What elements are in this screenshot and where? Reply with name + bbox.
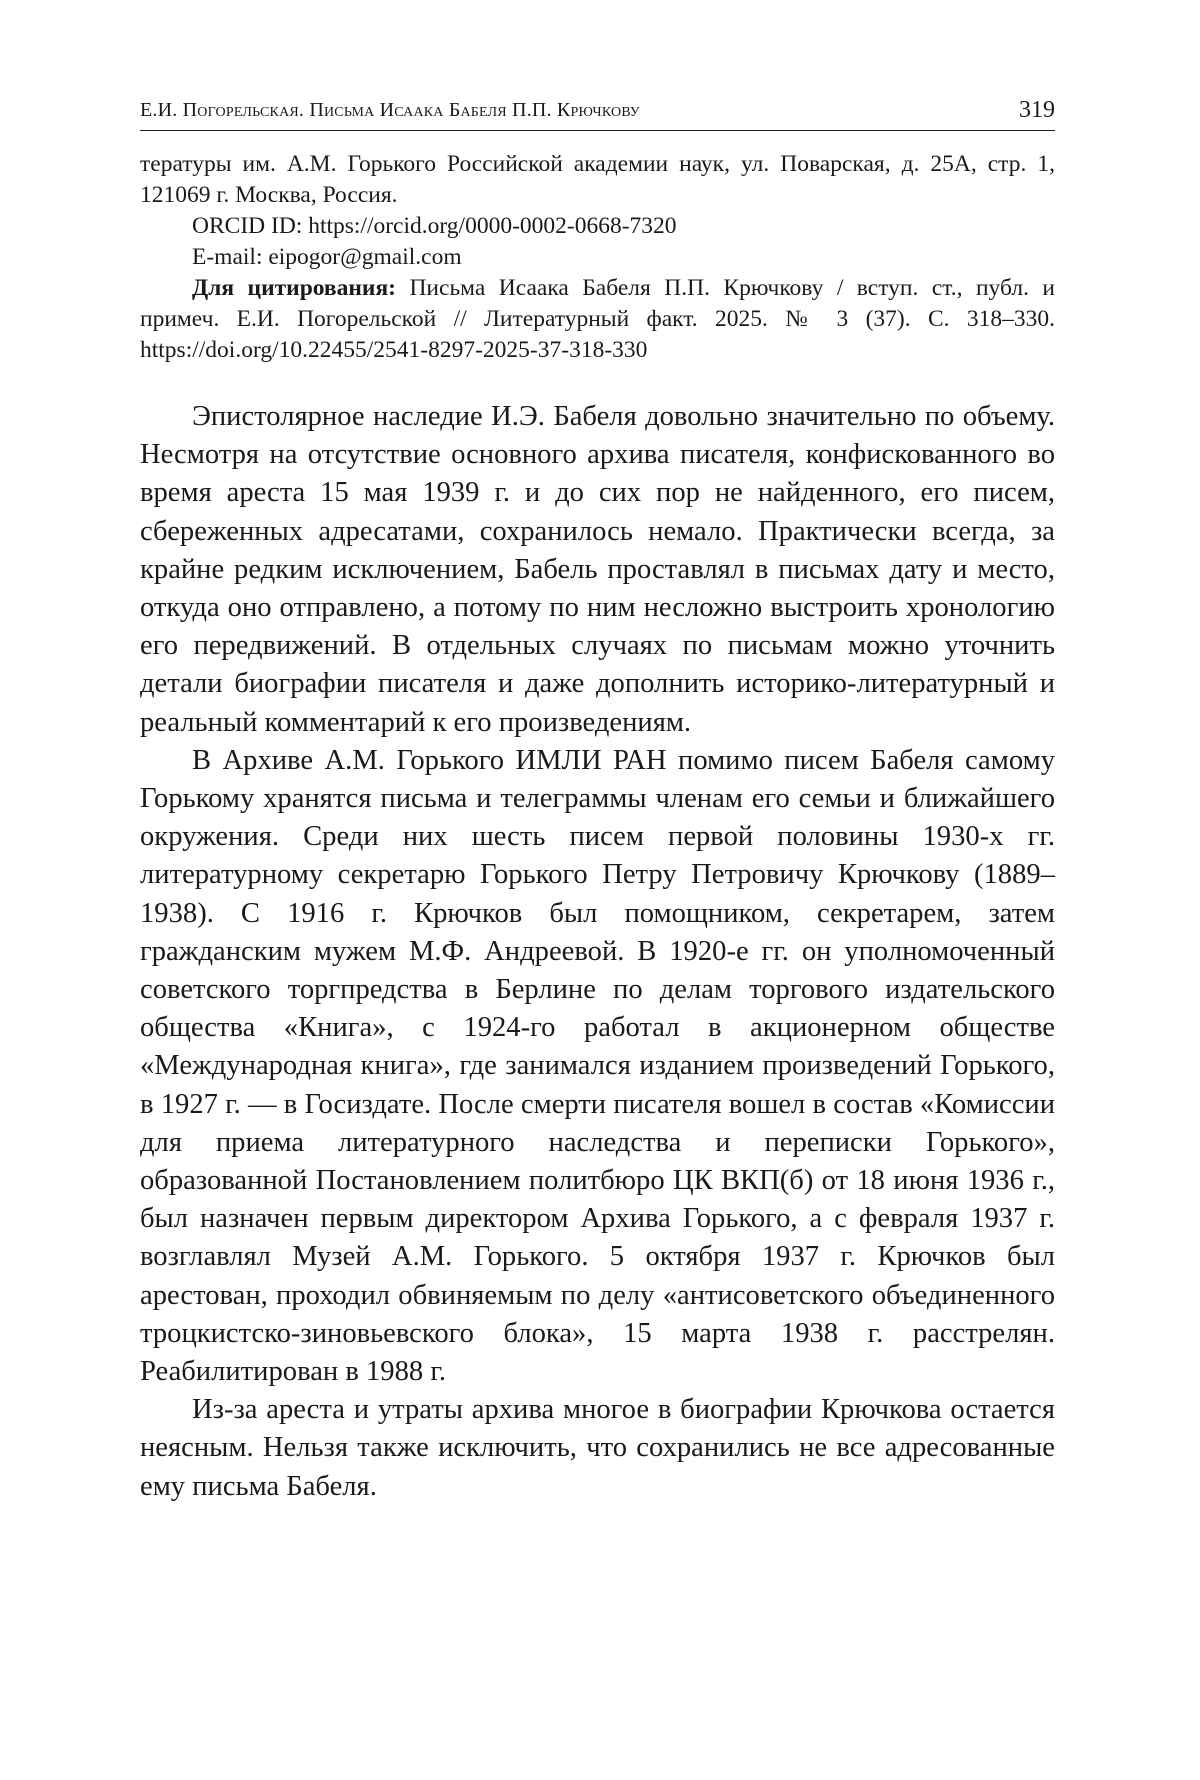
orcid-line: ORCID ID: https://orcid.org/0000-0002-0668-7320 — [192, 213, 677, 239]
body-paragraph: В Архиве А.М. Горького ИМЛИ РАН помимо писем Бабеля самому Горькому хранятся письма и телеграммы членам его семьи и ближайшего окружения. Среди них шесть писем первой половины 1930-х гг. литературному секретарю Горького Петру Петровичу Крючкову (1889–1938). С 1916 г. Крючков был помощником, секретарем, затем гражданским мужем М.Ф. Андреевой. В 1920-е гг. он уполномоченный советского торгпредства в Берлине по делам торгового издательского общества «Книга», с 1924-го работал в акционерном обществе «Международная книга», где занимался изданием произведений Горького, в 1927 г. — в Госиздате. После смерти писателя вошел в состав «Комиссии для приема литературного наследства и переписки Горького», образованной Постановлением политбюро ЦК ВКП(б) от 18 июня 1936 г., был назначен первым директором Архива Горького, а с февраля 1937 г. возглавлял Музей А.М. Горького. 5 октября 1937 г. Крючков был арестован, проходил обвиняемым по делу «антисоветского объединенного троцкистско-зиновьевского блока», 15 марта 1938 г. расстрелян. Реабилитирован в 1988 г. — [140, 744, 1055, 1388]
citation-line — [140, 273, 1055, 366]
body-paragraph: Эпистолярное наследие И.Э. Бабеля довольно значительно по объему. Несмотря на отсутствие основного архива писателя, конфискованного во время ареста 15 мая 1939 г. и до сих пор не найденного, его писем, сбереженных адресатами, сохранилось немало. Практически всегда, за крайне редким исключением, Бабель проставлял в письмах дату и место, откуда оно отправлено, а потому по ним несложно выстроить хронологию его передвижений. В отдельных случаях по письмам можно уточнить детали биографии писателя и даже дополнить историко-литературный и реальный комментарий к его произведениям. — [140, 401, 1055, 738]
page-number: 319 — [1019, 97, 1055, 123]
running-title: Е.И. Погорельская. Письма Исаака Бабеля П.П. Крючкову — [140, 99, 640, 121]
article-body — [140, 398, 1055, 1506]
citation-text: Письма Исаака Бабеля П.П. Крючкову / вступ. ст., публ. и примеч. Е.И. Погорельской // Литературный факт. 2025. № 3 (37). С. 318–330. https://doi.org/10.22455/2541-8297-2025-37-318-330 — [140, 275, 1056, 363]
body-paragraph: Из-за ареста и утраты архива многое в биографии Крючкова остается неясным. Нельзя также исключить, что сохранились не все адресованные ему письма Бабеля. — [140, 1394, 1055, 1502]
affiliation-text: тературы им. А.М. Горького Российской академии наук, ул. Поварская, д. 25А, стр. 1, 121069 г. Москва, Россия. — [140, 151, 1055, 208]
running-header — [140, 80, 1055, 131]
document-page — [140, 80, 1055, 1506]
citation-label: Для цитирования: — [192, 275, 396, 301]
email-line: E-mail: eipogor@gmail.com — [192, 244, 462, 270]
article-metadata — [140, 149, 1055, 366]
